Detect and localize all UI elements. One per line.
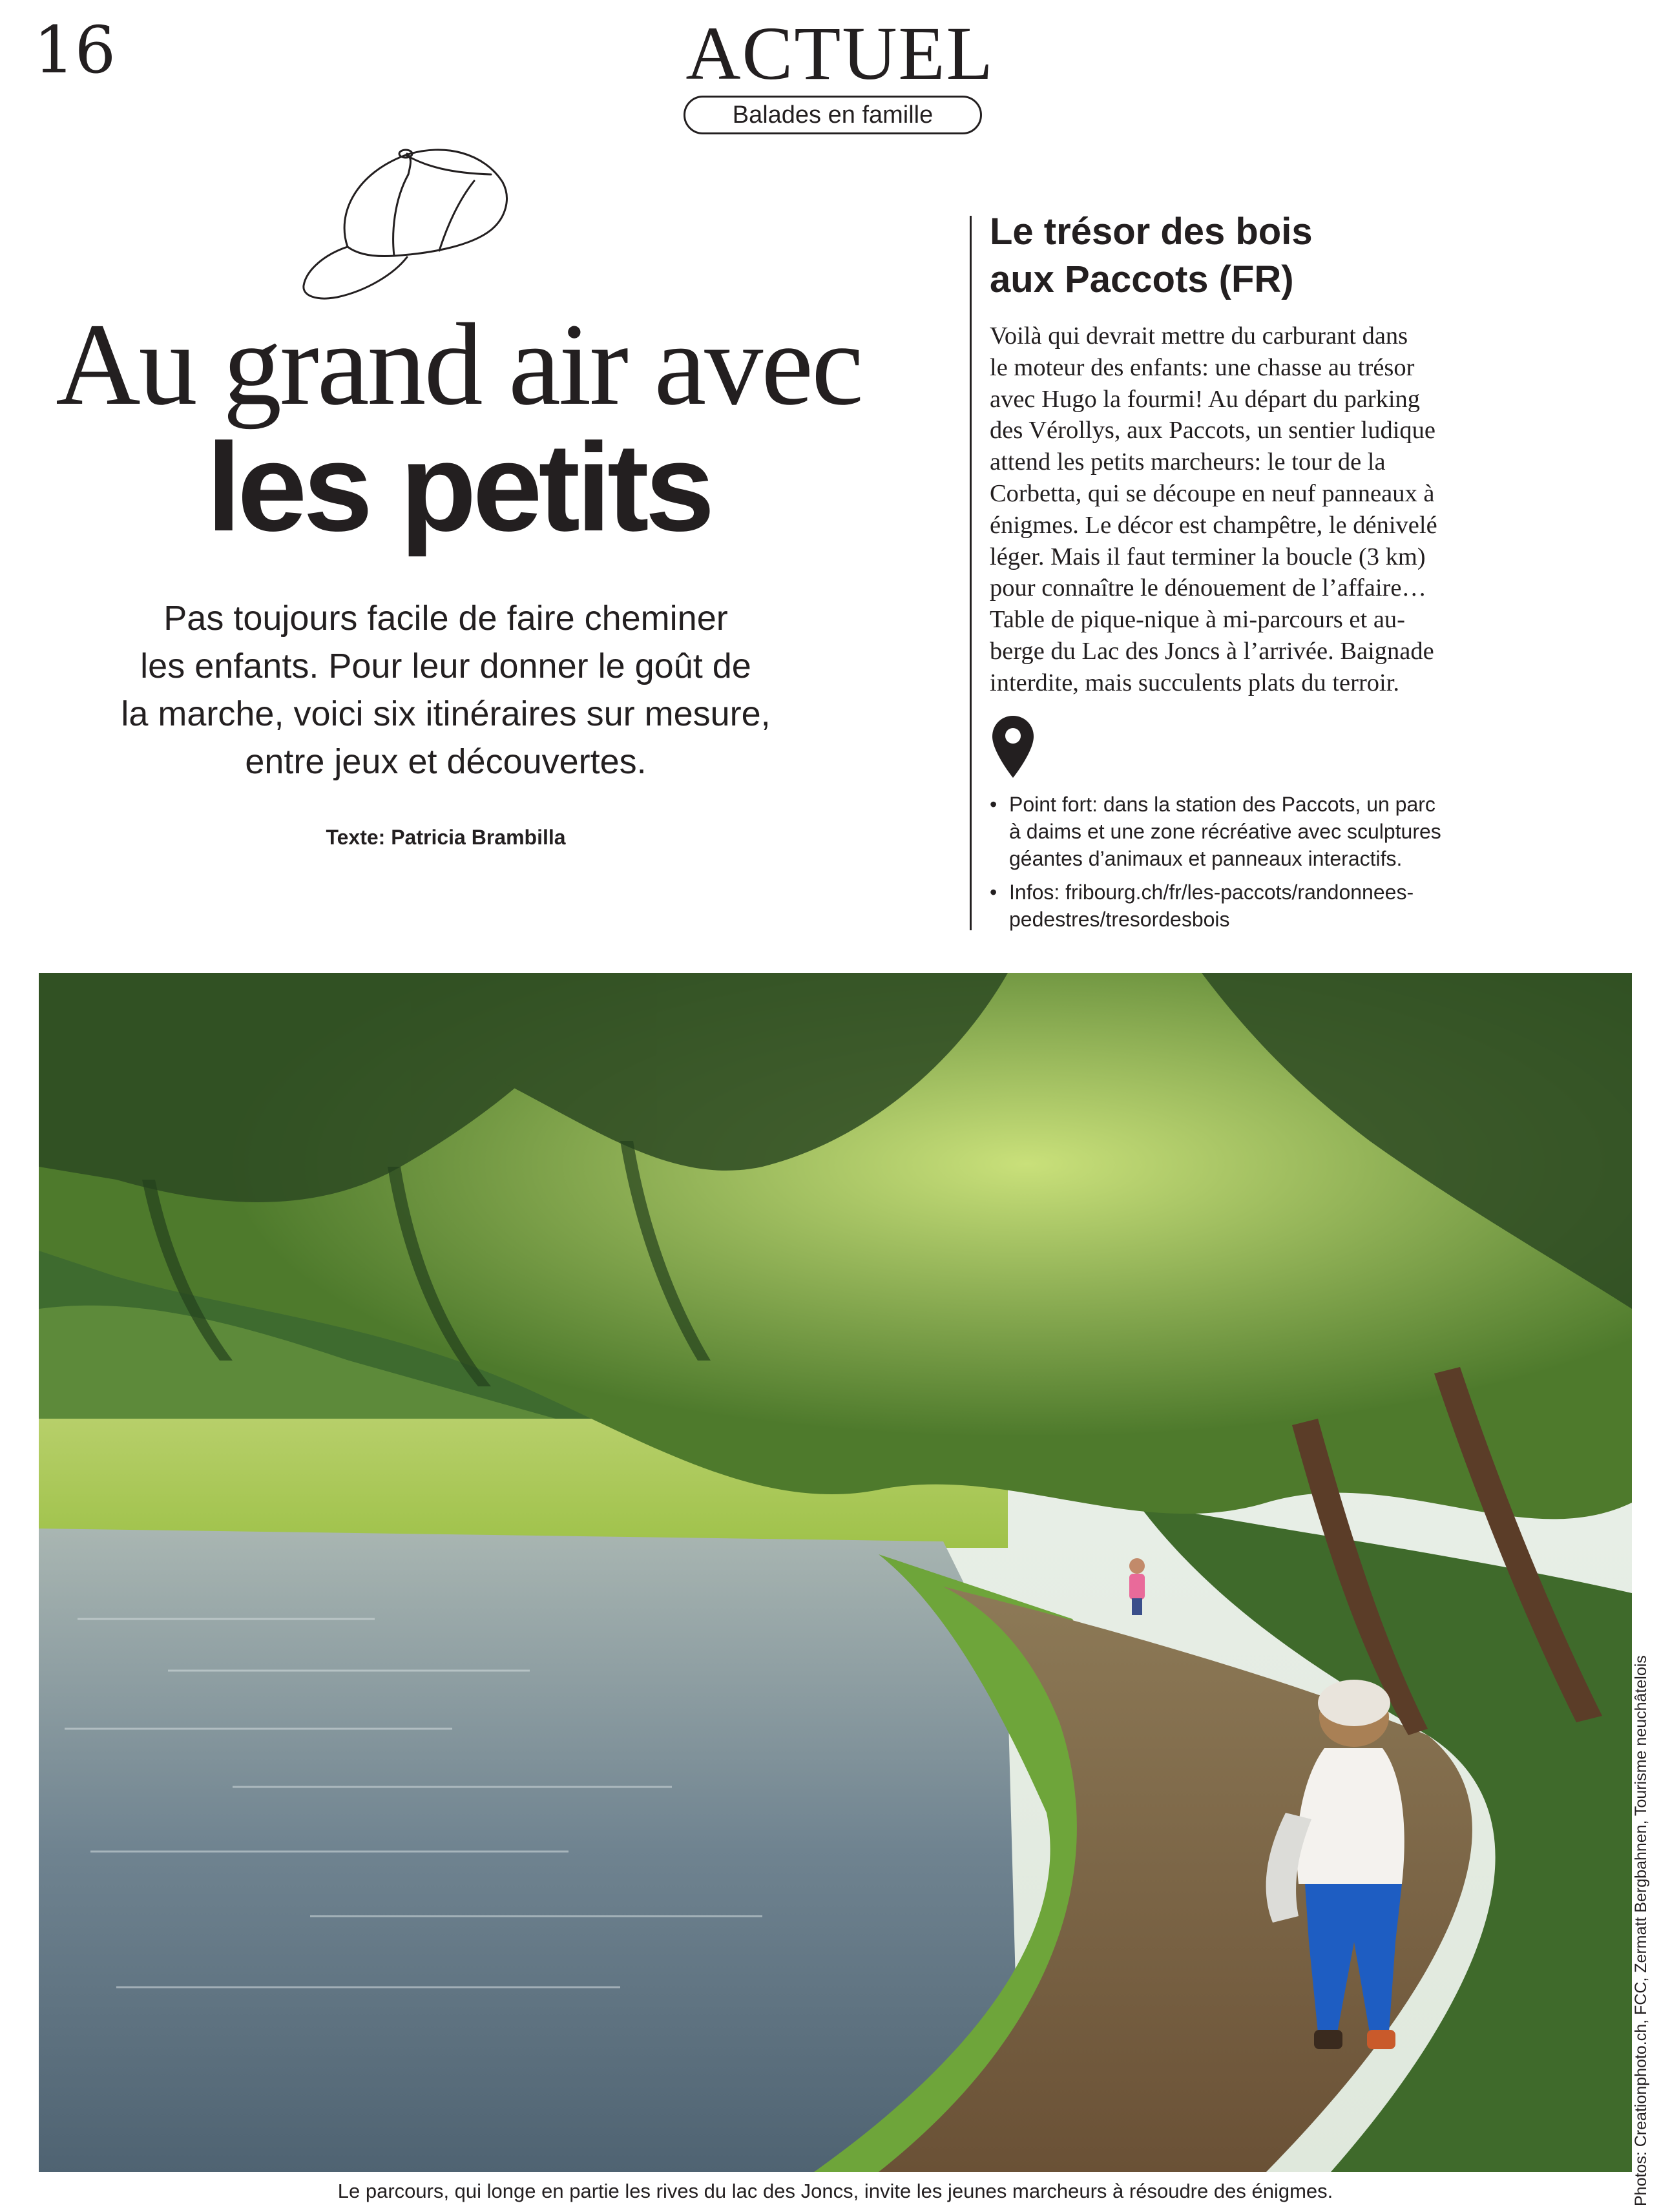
sidebar-body — [990, 320, 1507, 699]
fact-line: géantes d’animaux et panneaux interactifs. — [1009, 846, 1403, 870]
fact-line: pedestres/tresordesbois — [1009, 907, 1230, 931]
column-divider — [970, 216, 972, 930]
sidebar-title-line: aux Paccots (FR) — [990, 258, 1294, 300]
lead-line: entre jeux et découvertes. — [245, 742, 647, 781]
body-line: interdite, mais succulents plats du terroir. — [990, 669, 1400, 696]
body-line: Corbetta, qui se découpe en neuf panneaux à — [990, 479, 1435, 507]
body-line: pour connaître le dénouement de l’affaire… — [990, 574, 1426, 602]
photo-credit: Photos: Creationphoto.ch, FCC, Zermatt Bergbahnen, Tourisme neuchâtelois — [1632, 1655, 1650, 2206]
body-line: avec Hugo la fourmi! Au départ du parking — [990, 385, 1421, 413]
lead-line: Pas toujours facile de faire cheminer — [163, 599, 728, 638]
fact-info — [990, 879, 1507, 933]
page-number: 16 — [34, 12, 116, 88]
map-pin-icon — [991, 715, 1035, 779]
lead-paragraph — [58, 594, 833, 786]
section-tag: Balades en famille — [684, 96, 982, 134]
body-line: énigmes. Le décor est champêtre, le dénivelé — [990, 511, 1437, 539]
fact-line: • Infos: fribourg.ch/fr/les-paccots/randonnees- — [1009, 880, 1414, 904]
facts-list — [990, 791, 1507, 933]
headline — [26, 300, 892, 558]
section-title: ACTUEL — [685, 11, 994, 96]
headline-line-2: les petits — [206, 417, 711, 558]
body-line: attend les petits marcheurs: le tour de la — [990, 448, 1386, 476]
body-line: le moteur des enfants: une chasse au trésor — [990, 353, 1415, 381]
sidebar — [990, 208, 1507, 939]
sidebar-title — [990, 208, 1507, 304]
body-line: des Vérollys, aux Paccots, un sentier ludique — [990, 417, 1436, 444]
body-line: berge du Lac des Joncs à l’arrivée. Baignade — [990, 637, 1434, 665]
lead-line: les enfants. Pour leur donner le goût de — [140, 647, 751, 685]
body-line: Table de pique-nique à mi-parcours et au- — [990, 606, 1405, 634]
photo-caption: Le parcours, qui longe en partie les rives du lac des Joncs, invite les jeunes marcheurs à résoudre des énigmes. — [337, 2180, 1333, 2202]
byline: Texte: Patricia Brambilla — [326, 826, 566, 849]
hero-photo — [39, 973, 1632, 2172]
fact-line: • Point fort: dans la station des Paccots, un parc — [1009, 792, 1435, 816]
fact-line: à daims et une zone récréative avec sculptures — [1009, 819, 1441, 843]
fact-highlight — [990, 791, 1507, 872]
sidebar-title-line: Le trésor des bois — [990, 211, 1313, 253]
lead-line: la marche, voici six itinéraires sur mesure, — [121, 694, 771, 733]
body-line: léger. Mais il faut terminer la boucle (3 km) — [990, 543, 1426, 570]
headline-line-1: Au grand air avec — [56, 300, 862, 430]
lake-path-photo — [39, 973, 1632, 2172]
cap-illustration — [297, 136, 517, 304]
body-line: Voilà qui devrait mettre du carburant dans — [990, 322, 1408, 350]
